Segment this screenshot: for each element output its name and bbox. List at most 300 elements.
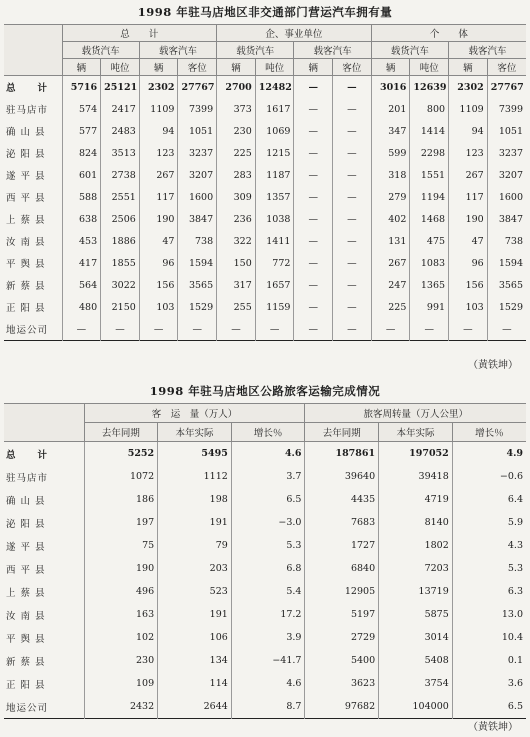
row-header-corner (4, 404, 84, 442)
data-cell: 203 (158, 557, 232, 580)
table2-title: 1998 年驻马店地区公路旅客运输完成情况 (149, 384, 381, 398)
data-cell: 12639 (410, 76, 449, 99)
data-cell: 1411 (255, 230, 294, 252)
table-row (4, 603, 526, 626)
data-cell: 236 (217, 208, 256, 230)
unit-header: 客位 (487, 59, 526, 76)
data-cell: 1112 (158, 465, 232, 488)
data-cell: 191 (158, 603, 232, 626)
unit-header: 辆 (294, 59, 333, 76)
table-row (4, 488, 526, 511)
data-cell: 197 (84, 511, 158, 534)
data-cell: — (294, 318, 333, 341)
data-cell: — (101, 318, 140, 341)
data-cell: 1529 (178, 296, 217, 318)
data-cell: 2700 (217, 76, 256, 99)
data-cell: 190 (84, 557, 158, 580)
data-cell: 2729 (305, 626, 379, 649)
table-row (4, 580, 526, 603)
data-cell: — (449, 318, 488, 341)
data-cell: 5400 (305, 649, 379, 672)
data-cell: 5.3 (452, 557, 526, 580)
data-cell: 3237 (487, 142, 526, 164)
data-cell: 156 (449, 274, 488, 296)
table-row (4, 296, 526, 318)
data-cell: 1551 (410, 164, 449, 186)
row-label: 平 舆 县 (6, 259, 46, 270)
column-header: 去年同期 (305, 423, 379, 442)
data-cell: 1051 (487, 120, 526, 142)
data-cell: 197052 (379, 442, 453, 466)
table-row (4, 534, 526, 557)
data-cell: 186 (84, 488, 158, 511)
data-cell: 4719 (379, 488, 453, 511)
table-row (4, 230, 526, 252)
data-cell: 6840 (305, 557, 379, 580)
data-cell: 6.4 (452, 488, 526, 511)
row-label: 确 山 县 (6, 127, 46, 138)
data-cell: 94 (449, 120, 488, 142)
data-cell: 47 (139, 230, 178, 252)
group-header: 企、事业单位 (217, 25, 372, 42)
table-row (4, 186, 526, 208)
data-cell: −3.0 (231, 511, 305, 534)
data-cell: 2644 (158, 695, 232, 719)
data-cell: 309 (217, 186, 256, 208)
data-cell: 2506 (101, 208, 140, 230)
data-cell: 3847 (178, 208, 217, 230)
table-row (4, 274, 526, 296)
data-cell: −0.6 (452, 465, 526, 488)
data-cell: 1802 (379, 534, 453, 557)
group-header: 个 体 (371, 25, 526, 42)
data-cell: 991 (410, 296, 449, 318)
row-label: 新 蔡 县 (6, 656, 46, 668)
data-cell: 638 (62, 208, 101, 230)
data-cell: 123 (139, 142, 178, 164)
data-cell: — (333, 252, 372, 274)
data-cell: 4.9 (452, 442, 526, 466)
table-row (4, 142, 526, 164)
data-cell: 3513 (101, 142, 140, 164)
data-cell: 738 (178, 230, 217, 252)
data-cell: 230 (217, 120, 256, 142)
data-cell: — (294, 230, 333, 252)
row-label: 新 蔡 县 (6, 281, 46, 292)
data-cell: 247 (371, 274, 410, 296)
data-cell: 5197 (305, 603, 379, 626)
data-cell: 131 (371, 230, 410, 252)
unit-header: 吨位 (101, 59, 140, 76)
data-cell: 2302 (139, 76, 178, 99)
row-label: 总 计 (6, 83, 49, 94)
data-cell: 8.7 (231, 695, 305, 719)
subgroup-header: 载客汽车 (139, 42, 216, 59)
data-cell: 201 (371, 98, 410, 120)
table-row (4, 695, 526, 719)
data-cell: 75 (84, 534, 158, 557)
data-cell: 267 (449, 164, 488, 186)
data-cell: 496 (84, 580, 158, 603)
column-header: 增长％ (231, 423, 305, 442)
table-row (4, 442, 526, 466)
data-cell: 267 (371, 252, 410, 274)
data-cell: 1594 (487, 252, 526, 274)
data-cell: 106 (158, 626, 232, 649)
table1-author: （黄铁坤） (468, 360, 518, 371)
data-cell: 5.4 (231, 580, 305, 603)
unit-header: 客位 (178, 59, 217, 76)
data-cell: 1600 (487, 186, 526, 208)
vehicle-ownership-table (4, 24, 526, 341)
data-cell: 1855 (101, 252, 140, 274)
data-cell: — (294, 208, 333, 230)
data-cell: 2483 (101, 120, 140, 142)
data-cell: 1657 (255, 274, 294, 296)
data-cell: 599 (371, 142, 410, 164)
unit-header: 辆 (371, 59, 410, 76)
data-cell: 230 (84, 649, 158, 672)
data-cell: 5.3 (231, 534, 305, 557)
data-cell: — (294, 98, 333, 120)
data-cell: 1083 (410, 252, 449, 274)
data-cell: — (333, 186, 372, 208)
passenger-transport-table (4, 403, 526, 719)
row-label: 地运公司 (6, 702, 49, 714)
row-label: 西 平 县 (6, 564, 46, 576)
data-cell: 475 (410, 230, 449, 252)
data-cell: 322 (217, 230, 256, 252)
table-row (4, 98, 526, 120)
data-cell: 4.6 (231, 442, 305, 466)
data-cell: 1357 (255, 186, 294, 208)
data-cell: 7203 (379, 557, 453, 580)
data-cell: 123 (449, 142, 488, 164)
data-cell: 10.4 (452, 626, 526, 649)
unit-header: 辆 (449, 59, 488, 76)
data-cell: 1051 (178, 120, 217, 142)
data-cell: 5252 (84, 442, 158, 466)
data-cell: 2298 (410, 142, 449, 164)
data-cell: 3565 (178, 274, 217, 296)
data-cell: 480 (62, 296, 101, 318)
row-label: 遂 平 县 (6, 171, 46, 182)
unit-header: 辆 (217, 59, 256, 76)
unit-header: 客位 (333, 59, 372, 76)
data-cell: 255 (217, 296, 256, 318)
data-cell: 3.7 (231, 465, 305, 488)
data-cell: 5495 (158, 442, 232, 466)
data-cell: 13719 (379, 580, 453, 603)
table-row (4, 76, 526, 99)
data-cell: — (333, 120, 372, 142)
data-cell: — (333, 230, 372, 252)
table-row (4, 252, 526, 274)
data-cell: — (333, 142, 372, 164)
row-label: 地运公司 (6, 325, 49, 336)
data-cell: 283 (217, 164, 256, 186)
row-label: 汝 南 县 (6, 237, 46, 248)
table1-title: 1998 年驻马店地区非交通部门营运汽车拥有量 (137, 5, 393, 19)
row-label: 汝 南 县 (6, 610, 46, 622)
data-cell: 7399 (178, 98, 217, 120)
data-cell: 3014 (379, 626, 453, 649)
subgroup-header: 载货汽车 (217, 42, 294, 59)
data-cell: — (410, 318, 449, 341)
row-label: 正 阳 县 (6, 679, 46, 691)
data-cell: 3754 (379, 672, 453, 695)
data-cell: 1109 (449, 98, 488, 120)
data-cell: 279 (371, 186, 410, 208)
data-cell: 94 (139, 120, 178, 142)
data-cell: 6.5 (452, 695, 526, 719)
data-cell: 1594 (178, 252, 217, 274)
data-cell: 2738 (101, 164, 140, 186)
data-cell: 1529 (487, 296, 526, 318)
data-cell: 1727 (305, 534, 379, 557)
data-cell: 1617 (255, 98, 294, 120)
subgroup-header: 载客汽车 (449, 42, 526, 59)
data-cell: 3623 (305, 672, 379, 695)
data-cell: — (333, 164, 372, 186)
data-cell: — (294, 76, 333, 99)
data-cell: 1886 (101, 230, 140, 252)
data-cell: 27767 (178, 76, 217, 99)
data-cell: 824 (62, 142, 101, 164)
table-row (4, 120, 526, 142)
data-cell: −41.7 (231, 649, 305, 672)
data-cell: 417 (62, 252, 101, 274)
column-header: 本年实际 (158, 423, 232, 442)
column-header: 本年实际 (379, 423, 453, 442)
data-cell: — (333, 296, 372, 318)
data-cell: 27767 (487, 76, 526, 99)
data-cell: — (333, 98, 372, 120)
data-cell: 6.5 (231, 488, 305, 511)
row-label: 正 阳 县 (6, 303, 46, 314)
data-cell: 402 (371, 208, 410, 230)
data-cell: 104000 (379, 695, 453, 719)
data-cell: 453 (62, 230, 101, 252)
data-cell: 39418 (379, 465, 453, 488)
data-cell: 3565 (487, 274, 526, 296)
data-cell: — (294, 164, 333, 186)
data-cell: 156 (139, 274, 178, 296)
data-cell: 1072 (84, 465, 158, 488)
data-cell: 3847 (487, 208, 526, 230)
data-cell: — (255, 318, 294, 341)
row-label: 遂 平 县 (6, 541, 46, 553)
data-cell: 2432 (84, 695, 158, 719)
data-cell: 577 (62, 120, 101, 142)
row-label: 驻马店市 (6, 105, 49, 116)
data-cell: 3207 (178, 164, 217, 186)
data-cell: 601 (62, 164, 101, 186)
column-header: 增长％ (452, 423, 526, 442)
data-cell: 5.9 (452, 511, 526, 534)
data-cell: 1468 (410, 208, 449, 230)
data-cell: 117 (449, 186, 488, 208)
data-cell: 225 (217, 142, 256, 164)
data-cell: 1194 (410, 186, 449, 208)
data-cell: 102 (84, 626, 158, 649)
data-cell: 12482 (255, 76, 294, 99)
data-cell: 5875 (379, 603, 453, 626)
row-label: 泌 阳 县 (6, 149, 46, 160)
data-cell: 2417 (101, 98, 140, 120)
data-cell: 225 (371, 296, 410, 318)
data-cell: 318 (371, 164, 410, 186)
data-cell: — (487, 318, 526, 341)
row-label: 西 平 县 (6, 193, 46, 204)
row-label: 驻马店市 (6, 472, 49, 484)
data-cell: 190 (449, 208, 488, 230)
data-cell: 2150 (101, 296, 140, 318)
data-cell: 3237 (178, 142, 217, 164)
data-cell: 1038 (255, 208, 294, 230)
data-cell: 25121 (101, 76, 140, 99)
data-cell: 373 (217, 98, 256, 120)
data-cell: 134 (158, 649, 232, 672)
data-cell: — (294, 274, 333, 296)
data-cell: 4.6 (231, 672, 305, 695)
data-cell: 267 (139, 164, 178, 186)
data-cell: 39640 (305, 465, 379, 488)
data-cell: — (294, 142, 333, 164)
data-cell: 103 (449, 296, 488, 318)
data-cell: 8140 (379, 511, 453, 534)
data-cell: 47 (449, 230, 488, 252)
data-cell: 574 (62, 98, 101, 120)
table2-author: （黄铁坤） (468, 722, 518, 733)
data-cell: — (294, 252, 333, 274)
data-cell: — (294, 186, 333, 208)
data-cell: 7399 (487, 98, 526, 120)
data-cell: — (371, 318, 410, 341)
group-header: 总 计 (62, 25, 217, 42)
data-cell: 191 (158, 511, 232, 534)
data-cell: 800 (410, 98, 449, 120)
data-cell: 3022 (101, 274, 140, 296)
row-label: 泌 阳 县 (6, 518, 46, 530)
subgroup-header: 载货汽车 (62, 42, 139, 59)
data-cell: 1365 (410, 274, 449, 296)
data-cell: 187861 (305, 442, 379, 466)
data-cell: — (333, 274, 372, 296)
row-header-corner (4, 25, 62, 76)
data-cell: 4.3 (452, 534, 526, 557)
data-cell: — (333, 208, 372, 230)
data-cell: 1600 (178, 186, 217, 208)
data-cell: 5716 (62, 76, 101, 99)
unit-header: 辆 (62, 59, 101, 76)
table-row (4, 208, 526, 230)
data-cell: 3207 (487, 164, 526, 186)
data-cell: — (294, 296, 333, 318)
data-cell: 347 (371, 120, 410, 142)
table-row (4, 318, 526, 341)
data-cell: 17.2 (231, 603, 305, 626)
data-cell: 564 (62, 274, 101, 296)
data-cell: 190 (139, 208, 178, 230)
data-cell: 96 (139, 252, 178, 274)
unit-header: 吨位 (255, 59, 294, 76)
row-label: 上 蔡 县 (6, 215, 46, 226)
data-cell: 772 (255, 252, 294, 274)
data-cell: 12905 (305, 580, 379, 603)
data-cell: 1159 (255, 296, 294, 318)
data-cell: 109 (84, 672, 158, 695)
data-cell: 4435 (305, 488, 379, 511)
table-row (4, 511, 526, 534)
table-row (4, 465, 526, 488)
data-cell: — (294, 120, 333, 142)
data-cell: 738 (487, 230, 526, 252)
data-cell: 3.9 (231, 626, 305, 649)
data-cell: 1414 (410, 120, 449, 142)
data-cell: 1109 (139, 98, 178, 120)
data-cell: 79 (158, 534, 232, 557)
row-label: 平 舆 县 (6, 633, 46, 645)
data-cell: 1069 (255, 120, 294, 142)
table-row (4, 164, 526, 186)
table-row (4, 557, 526, 580)
data-cell: — (217, 318, 256, 341)
table-row (4, 672, 526, 695)
data-cell: 1215 (255, 142, 294, 164)
unit-header: 吨位 (410, 59, 449, 76)
data-cell: 198 (158, 488, 232, 511)
column-header: 去年同期 (84, 423, 158, 442)
data-cell: 3.6 (452, 672, 526, 695)
data-cell: 588 (62, 186, 101, 208)
data-cell: 114 (158, 672, 232, 695)
data-cell: — (62, 318, 101, 341)
data-cell: 117 (139, 186, 178, 208)
data-cell: 2302 (449, 76, 488, 99)
data-cell: 96 (449, 252, 488, 274)
row-label: 确 山 县 (6, 495, 46, 507)
subgroup-header: 载客汽车 (294, 42, 371, 59)
row-label: 上 蔡 县 (6, 587, 46, 599)
row-label: 总 计 (6, 449, 49, 461)
data-cell: 97682 (305, 695, 379, 719)
data-cell: — (178, 318, 217, 341)
unit-header: 辆 (139, 59, 178, 76)
data-cell: 0.1 (452, 649, 526, 672)
data-cell: 163 (84, 603, 158, 626)
data-cell: 150 (217, 252, 256, 274)
group-header: 旅客周转量（万人公里） (305, 404, 526, 423)
table-row (4, 626, 526, 649)
data-cell: — (139, 318, 178, 341)
data-cell: 523 (158, 580, 232, 603)
data-cell: 103 (139, 296, 178, 318)
data-cell: — (333, 76, 372, 99)
data-cell: 6.3 (452, 580, 526, 603)
data-cell: 7683 (305, 511, 379, 534)
data-cell: 5408 (379, 649, 453, 672)
data-cell: 2551 (101, 186, 140, 208)
data-cell: 1187 (255, 164, 294, 186)
data-cell: 3016 (371, 76, 410, 99)
group-header: 客 运 量（万人） (84, 404, 305, 423)
data-cell: — (333, 318, 372, 341)
table-row (4, 649, 526, 672)
data-cell: 317 (217, 274, 256, 296)
data-cell: 13.0 (452, 603, 526, 626)
data-cell: 6.8 (231, 557, 305, 580)
